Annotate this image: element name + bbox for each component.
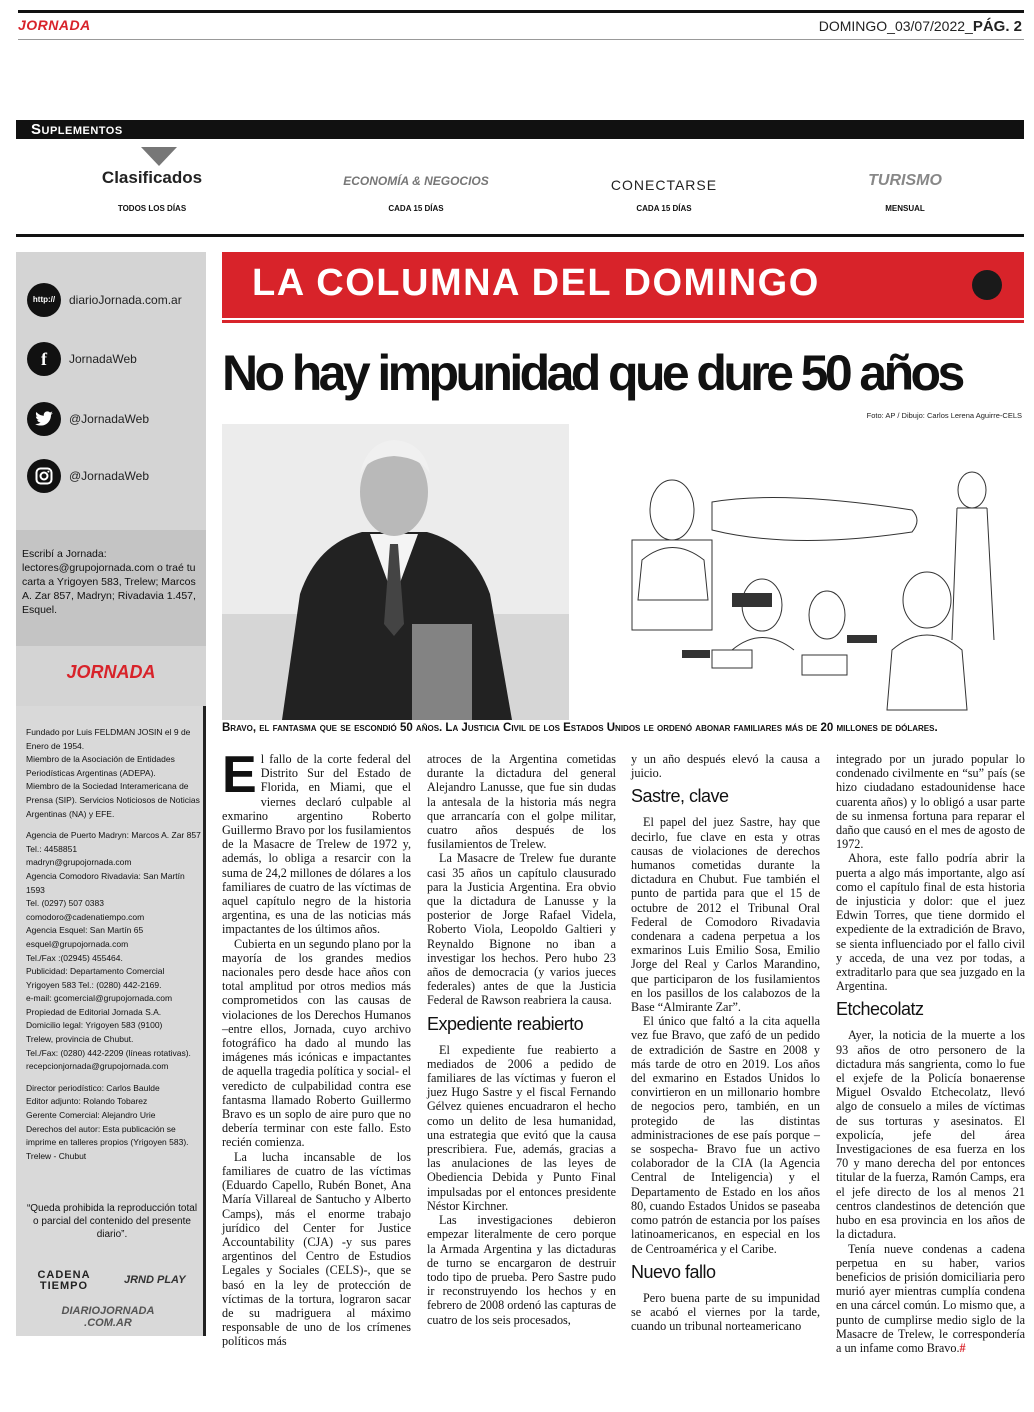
twitter-icon bbox=[27, 402, 61, 436]
instagram-icon bbox=[27, 459, 61, 493]
supplements-rule bbox=[16, 234, 1024, 237]
letters-to-editor bbox=[22, 547, 202, 617]
social-label: JornadaWeb bbox=[69, 352, 137, 366]
paragraph bbox=[222, 746, 411, 937]
credits-line: Tel.: 4458851 bbox=[26, 843, 78, 854]
portrait-image bbox=[222, 424, 569, 720]
credits-line: Miembro de la Sociedad Interamericana de Prensa (SIP). Servicios Noticiosos de Noticias Argentinas (NA) y EFE. bbox=[26, 781, 200, 819]
subheading-sastre: Sastre, clave bbox=[631, 786, 729, 807]
subheading-etchecolatz: Etchecolatz bbox=[836, 999, 924, 1020]
credits-line: Gerente Comercial: Alejandro Urie bbox=[26, 1110, 156, 1121]
article-column-4 bbox=[836, 752, 1025, 1355]
section-title: LA COLUMNA DEL DOMINGO bbox=[252, 262, 820, 304]
paragraph: Cubierta en un segundo plano por la mayoría de los grandes medios nacionales pero desde hace años con total amplitud por otros medios más comprometidos con las causas de violaciones de los Derechos Humanos –entre ellos, Jornada, cuyo archivo fotográfico ha dado al mundo las imágenes más icónicas e impactantes de aquella tragedia política y social- el veredicto de culpabilidad contra ese fantasma llamado Roberto Guillermo Bravo es un soplo de aire puro que no debería terminar con este fallo. Esto recién comienza. bbox=[222, 936, 411, 1150]
paragraph: integrado por un jurado popular lo condenado civilmente en “su” país (se hizo ciudadano estadounidense hace cuarenta años) y lo obligó a usar parte de su inmensa fortuna para reparar el daño que causó en el mes de agosto de 1972. bbox=[836, 752, 1025, 852]
supplement-logo: ECONOMÍA & NEGOCIOS bbox=[343, 174, 489, 188]
courtroom-sketch[interactable] bbox=[612, 450, 1024, 716]
article-column-3 bbox=[631, 752, 820, 1333]
top-rule bbox=[18, 10, 1024, 13]
social-label: diarioJornada.com.ar bbox=[69, 293, 182, 307]
credits-line: comodoro@cadenatiempo.com bbox=[26, 911, 145, 922]
supplement-logo: Clasificados bbox=[101, 168, 203, 187]
paragraph: Ayer, la noticia de la muerte a los 93 años de otro personero de la dictadura más sangrienta, como lo fue el exjefe de la Policía bonaerense Miguel Osvaldo Etchecolatz, llevó algo de consuelo a miles de víctimas de sus torturas y asesinatos. El expolicía, jefe del área Investigaciones de esa fuerza en los 70 y mano derecha del por entonces titular de la fuerza, Ramón Camps, era el jefe directo de los al menos 21 centros clandestinos de detención que hubo en esa provincia en los años de la dictadura. bbox=[836, 1028, 1025, 1242]
credits-line: Miembro de la Asociación de Entidades Periodísticas Argentinas (ADEPA). bbox=[26, 754, 175, 778]
credits-line: Derechos del autor: Esta publicación se imprime en talleres propios (Yrigoyen 583). Trelew - Chubut bbox=[26, 1123, 189, 1161]
credits-line: Tel./Fax :(02945) 455464. bbox=[26, 952, 123, 963]
credits-block bbox=[26, 726, 201, 1163]
end-mark: # bbox=[959, 1340, 966, 1355]
supplement-economia[interactable] bbox=[316, 168, 516, 213]
reproduction-notice: “Queda prohibida la reproducción total o parcial del contenido del presente diario”. bbox=[26, 1203, 198, 1240]
diario-jornada-logo: DIARIOJORNADA .COM.AR bbox=[61, 1305, 155, 1329]
credits-line: Agencia de Puerto Madryn: Marcos A. Zar 857 bbox=[26, 830, 201, 841]
paragraph: atroces de la Argentina cometidas durante la dictadura del general Alejandro Lanusse, que fue sin dudas la antesala de la historia más negra que arrancaría con el golpe militar, cuatro años después de los fusilamientos de Trelew. bbox=[427, 752, 616, 852]
social-web-link[interactable] bbox=[27, 283, 202, 319]
web-icon: http:// bbox=[27, 283, 61, 317]
credits-line: Agencia Esquel: San Martín 65 bbox=[26, 925, 144, 936]
brand-logo: JORNADA bbox=[18, 17, 91, 33]
supplement-schedule: CADA 15 DÍAS bbox=[636, 204, 692, 213]
paragraph: y un año después elevó la causa a juicio. bbox=[631, 752, 820, 781]
credits-line: Trelew, provincia de Chubut. bbox=[26, 1034, 134, 1045]
supplement-turismo[interactable] bbox=[805, 168, 1005, 213]
cadena-tiempo-logo: CADENA TIEMPO bbox=[37, 1269, 91, 1292]
page-number: PÁG. 2 bbox=[972, 18, 1022, 35]
letters-title: Escribí a Jornada: bbox=[22, 548, 107, 560]
credits-line: Publicidad: Departamento Comercial bbox=[26, 966, 165, 977]
credits-line: Fundado por Luis FELDMAN JOSIN el 9 de Enero de 1954. bbox=[26, 727, 191, 751]
paragraph: Ahora, este fallo podría abrir la puerta a algo más importante, algo así como el capítulo final de esta historia de injusticia y dolor: que el juez Edwin Torres, que tiene dormido el expediente de la extradición de Bravo, se sienta influenciado por el fallo civil y acceda, de una vez por todas, a extraditarlo para que sea juzgado en la Argentina. bbox=[836, 851, 1025, 994]
drop-cap: E bbox=[222, 746, 257, 804]
supplement-schedule: TODOS LOS DÍAS bbox=[117, 204, 187, 213]
date: DOMINGO_03/07/2022_ bbox=[818, 18, 973, 34]
article-headline: No hay impunidad que dure 50 años bbox=[222, 345, 962, 401]
supplement-clasificados[interactable] bbox=[52, 168, 252, 213]
social-label: @JornadaWeb bbox=[69, 412, 150, 426]
credits-line: esquel@grupojornada.com bbox=[26, 938, 129, 949]
social-facebook-link[interactable] bbox=[27, 342, 202, 378]
section-dot bbox=[972, 270, 1002, 300]
credits-line: Editor adjunto: Rolando Tobarez bbox=[26, 1096, 148, 1107]
subheading-expediente: Expediente reabierto bbox=[427, 1013, 584, 1034]
article-photo[interactable] bbox=[222, 424, 569, 720]
credits-line: Tel. (0297) 507 0383 bbox=[26, 898, 104, 909]
social-label: @JornadaWeb bbox=[69, 469, 150, 483]
credits-line: e-mail: gcomercial@grupojornada.com bbox=[26, 993, 173, 1004]
article-column-2 bbox=[427, 752, 616, 1327]
paragraph: El expediente fue reabierto a mediados de 2006 a pedido de familiares de las víctimas y fueron el juez Hugo Sastre y el fiscal Fernando Gélvez quienes encuadraron el hecho como un delito de lesa humanidad, una estrategia que evitó que la causa prescribiera. Fue, además, gracias a las anulaciones de las leyes de Obediencia Debida y Punto Final impulsadas por el entonces presidente Néstor Kirchner. bbox=[427, 1042, 616, 1213]
credits-spacer bbox=[26, 1074, 201, 1082]
dateline bbox=[819, 18, 1022, 35]
paragraph bbox=[836, 1242, 1025, 1356]
paragraph-text: l fallo de la corte federal del Distrito Sur del Estado de Florida, en Miami, que el viernes declaró culpable al exmarino argentino Roberto Guillermo Bravo por los fusilamientos de la Masacre de Trelew de 1972 y, además, lo obliga a resarcir con la suma de 24,2 millones de dólares a los familiares de cuatro de las víctimas de aquel capítulo negro de la historia argentina, es una de las noticias más impactantes de los últimos años. bbox=[222, 752, 411, 937]
credits-line: Yrigoyen 583 Tel.: (0280) 442-2169. bbox=[26, 979, 162, 990]
credits-spacer bbox=[26, 821, 201, 829]
credits-line: Director periodístico: Carlos Baulde bbox=[26, 1082, 160, 1093]
credits-line: Propiedad de Editorial Jornada S.A. bbox=[26, 1006, 162, 1017]
supplement-schedule: MENSUAL bbox=[885, 204, 925, 213]
paragraph: Las investigaciones debieron empezar literalmente de cero porque la Armada Argentina y las dictaduras de turno se encargaron de destruir todo tipo de prueba. Pero Sastre pudo ir reconstruyendo los hechos y en febrero de 2008 ordenó las capturas de cuatro de los seis procesados, bbox=[427, 1213, 616, 1327]
paragraph: El único que faltó a la cita aquella vez fue Bravo, que zafó de un pedido de extradición de Sastre en 2008 y más tarde de otro en 2019. Los años del exmarino en Estados Unidos lo convirtieron en un millonario hombre de negocios pero, también, en un protegido de las distintas administraciones de ese país porque –se sospecha- Bravo fue un activo colaborador de la CIA (la Agencia Central de Inteligencia) y el Departamento de Estado en los años 80, cuando Estados Unidos se paseaba como patrón de estancia por los países latinoamericanos, en especial en los de Centroamérica y el Caribe. bbox=[631, 1014, 820, 1256]
supplements-bar bbox=[16, 120, 1024, 139]
jrnd-play-logo: JRND PLAY bbox=[124, 1274, 186, 1286]
photo-caption: Bravo, el fantasma que se escondió 50 años. La Justicia Civil de los Estados Unidos le ordenó abonar familiares más de 20 millones de dólares. bbox=[222, 722, 938, 734]
credits-line: Agencia Comodoro Rivadavia: San Martín 1593 bbox=[26, 870, 185, 895]
paragraph-text: Tenía nueve condenas a cadena perpetua en su haber, varios beneficios de prisión domiciliaria pero murió ayer mientras cumplía condena en una cárcel común. Lo mismo que, a punto de cumplirse medio siglo de la Masacre de Trelew, le correspondería a un infame como Bravo. bbox=[836, 1241, 1025, 1355]
credits-line: recepcionjornada@grupojornada.com bbox=[26, 1061, 169, 1072]
photo-credit: Foto: AP / Dibujo: Carlos Lerena Aguirre-CELS bbox=[866, 411, 1022, 420]
credits-line: Domicilio legal: Yrigoyen 583 (9100) bbox=[26, 1020, 163, 1031]
subheading-nuevo-fallo: Nuevo fallo bbox=[631, 1261, 716, 1282]
social-twitter-link[interactable] bbox=[27, 402, 202, 438]
paragraph: La lucha incansable de los familiares de cuatro de las víctimas (Eduardo Capello, Rubén Bonet, Ana María Villareal de Santucho y Alberto Camps), más el enorme trabajo jurídico del Center for Justice Accountability (CJA) -y sus pares argentinos del Centro de Estudios Legales y Sociales (CELS)-, que se basó en la ley de protección de víctimas de la tortura, lograron sacar de su madriguera al máximo responsable de uno de los crímenes políticos más bbox=[222, 1149, 411, 1349]
credits-line: Tel./Fax: (0280) 442-2209 (líneas rotativas). bbox=[26, 1047, 191, 1058]
social-instagram-link[interactable] bbox=[27, 459, 202, 495]
header-rule bbox=[18, 39, 1024, 40]
supplement-logo: CONECTARSE bbox=[610, 177, 718, 193]
section-banner-rule bbox=[222, 320, 1024, 323]
supplement-schedule: CADA 15 DÍAS bbox=[388, 204, 444, 213]
paragraph: El papel del juez Sastre, hay que decirlo, fue clave en esta y otras causas de violaciones de derechos humanos cometidas durante la dictadura en Chubut. Fue también el punto de partida para que el 15 de octubre de 2012 el Tribunal Oral Federal de Comodoro Rivadavia condenara a cadena perpetua a los exmarinos Luis Emilio Sosa, Emilio Jorge del Real y Carlos Marandino, que participaron de los fusilamientos en los pasillos de los calabozos de la Base “Almirante Zar”. bbox=[631, 815, 820, 1015]
credits-line: madryn@grupojornada.com bbox=[26, 857, 132, 868]
facebook-icon: f bbox=[27, 342, 61, 376]
sidebar-jornada-logo: JORNADA bbox=[66, 662, 156, 682]
supplement-conectarse[interactable] bbox=[564, 168, 764, 213]
paragraph: Pero buena parte de su impunidad se acabó el viernes por la tarde, cuando un tribunal norteamericano bbox=[631, 1290, 820, 1334]
sketch-drawing bbox=[612, 450, 1024, 716]
article-column-1 bbox=[222, 746, 411, 1349]
letters-body: lectores@grupojornada.com o traé tu carta a Yrigoyen 583, Trelew; Marcos A. Zar 857, Madryn; Rivadavia 1.457, Esquel. bbox=[22, 562, 196, 616]
supplements-title: Suplementos bbox=[31, 121, 123, 138]
paragraph: La Masacre de Trelew fue durante casi 35 años un capítulo clausurado para la Justicia Argentina. Era obvio que la dictadura de Lanusse y la posterior de Jorge Rafael Videla, Roberto Viola, Leopoldo Galtieri y Reynaldo Bignone no iban a investigar los hechos. Pero hubo 23 años de democracia (y varios jueces federales) antes de que la Justicia Federal de Rawson reabriera la causa. bbox=[427, 851, 616, 1008]
supplement-logo: TURISMO bbox=[868, 172, 942, 189]
hoy-tab-icon bbox=[139, 146, 179, 168]
